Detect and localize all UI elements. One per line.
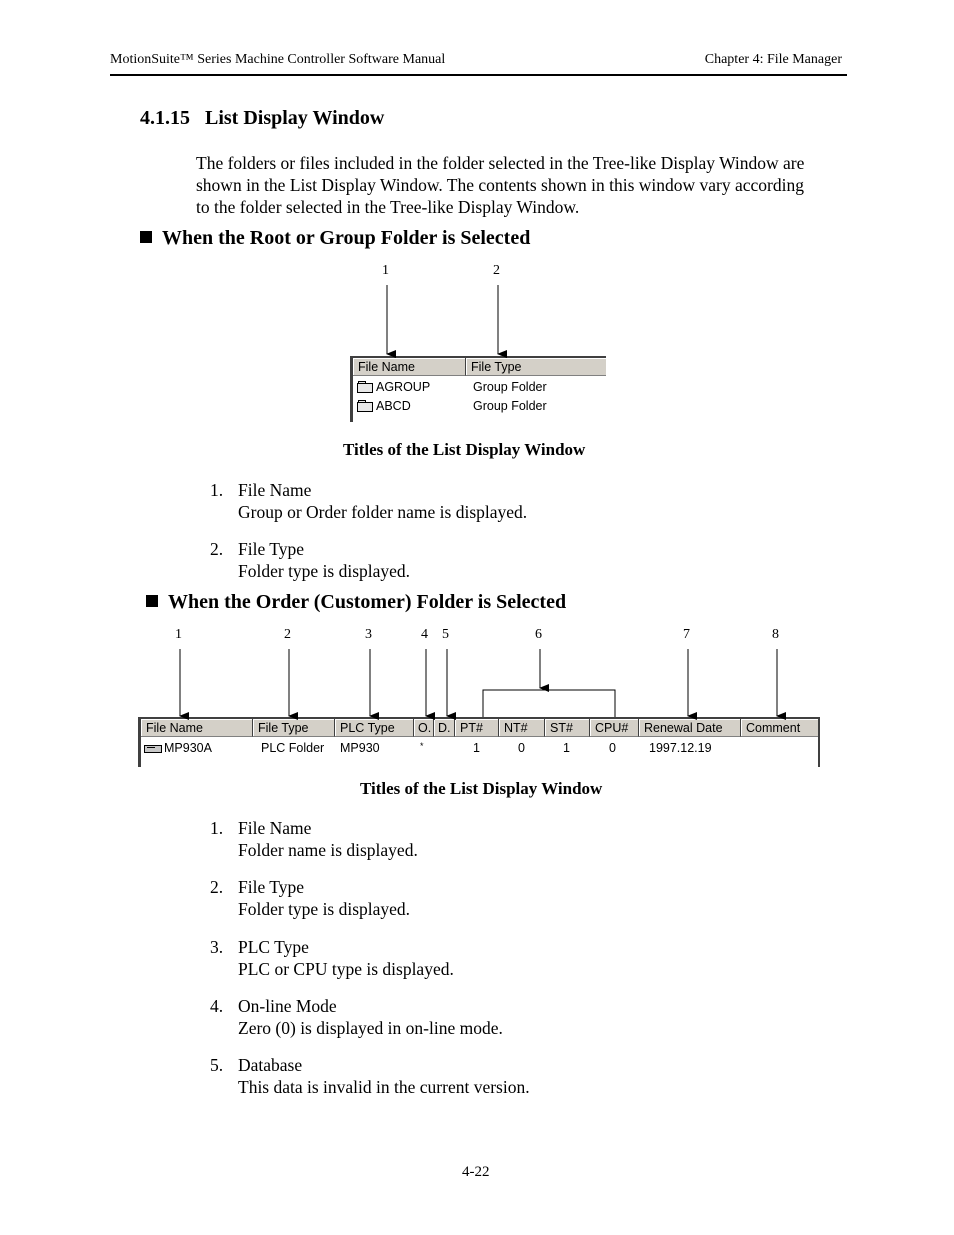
cell-st: 1: [563, 741, 570, 755]
callout-number: 1: [382, 263, 389, 278]
list-item-name: ABCD: [376, 399, 411, 413]
callout-bracket: [483, 690, 615, 717]
list-item-number: 3.: [210, 937, 224, 957]
page-number: 4-22: [462, 1164, 490, 1180]
column-header-file-name[interactable]: File Name: [141, 719, 253, 737]
figure-caption: Titles of the List Display Window: [360, 779, 603, 798]
column-header-database[interactable]: D.: [434, 719, 455, 737]
callout-number: 4: [421, 627, 428, 642]
cell-pt: 1: [473, 741, 480, 755]
callout-number: 5: [442, 627, 449, 642]
column-header-online[interactable]: O.: [414, 719, 434, 737]
list-item-description: This data is invalid in the current version.: [238, 1077, 530, 1097]
list-item-title: File Type: [238, 539, 305, 559]
section-title: List Display Window: [205, 107, 385, 129]
list-item-type: Group Folder: [473, 380, 547, 394]
list-item-description: Folder type is displayed.: [238, 561, 411, 581]
list-item-title: PLC Type: [238, 937, 309, 957]
list-item-title: File Type: [238, 877, 305, 897]
list-item-number: 1.: [210, 480, 224, 500]
column-header-cpu[interactable]: CPU#: [590, 719, 639, 737]
column-header-plc-type[interactable]: PLC Type: [335, 719, 414, 737]
section-number: 4.1.15: [140, 107, 190, 129]
intro-line: shown in the List Display Window. The contents shown in this window vary according: [196, 175, 804, 195]
intro-line: The folders or files included in the folder selected in the Tree-like Display Window are: [196, 153, 805, 173]
list-item-number: 4.: [210, 996, 224, 1016]
callout-number: 3: [365, 627, 372, 642]
cell-file-type: PLC Folder: [261, 741, 325, 755]
list-item-description: Folder name is displayed.: [238, 840, 418, 860]
list-item-description: Group or Order folder name is displayed.: [238, 502, 528, 522]
list-item-number: 2.: [210, 877, 224, 897]
list-item-type: Group Folder: [473, 399, 547, 413]
list-item-title: File Name: [238, 818, 312, 838]
cell-plc-type: MP930: [340, 741, 380, 755]
list-item-description: PLC or CPU type is displayed.: [238, 959, 454, 979]
list-item-number: 2.: [210, 539, 224, 559]
list-item-title: On-line Mode: [238, 996, 337, 1016]
running-header-chapter: Chapter 4: File Manager: [704, 52, 842, 67]
part1-heading-text: When the Root or Group Folder is Selected: [162, 227, 531, 249]
list-item-number: 5.: [210, 1055, 224, 1075]
running-header-title: MotionSuite™ Series Machine Controller Software Manual: [110, 52, 446, 67]
callout-number: 2: [493, 263, 500, 278]
list-item-name: AGROUP: [376, 380, 431, 394]
column-header-comment[interactable]: Comment: [741, 719, 818, 737]
intro-line: to the folder selected in the Tree-like Display Window.: [196, 197, 580, 217]
callout-number: 2: [284, 627, 291, 642]
column-header-nt[interactable]: NT#: [499, 719, 545, 737]
column-header-pt[interactable]: PT#: [455, 719, 499, 737]
column-header-file-name[interactable]: File Name: [353, 358, 466, 376]
list-item-description: Folder type is displayed.: [238, 899, 411, 919]
cell-online-mode: *: [420, 741, 424, 751]
column-header-renewal-date[interactable]: Renewal Date: [639, 719, 741, 737]
cell-nt: 0: [518, 741, 525, 755]
column-header-file-type[interactable]: File Type: [466, 358, 606, 376]
list-item-name: MP930A: [164, 741, 212, 755]
column-header-file-type[interactable]: File Type: [253, 719, 335, 737]
part2-heading-text: When the Order (Customer) Folder is Selected: [168, 591, 567, 613]
callout-number: 8: [772, 627, 779, 642]
list-item-number: 1.: [210, 818, 224, 838]
cell-cpu: 0: [609, 741, 616, 755]
callout-number: 7: [683, 627, 690, 642]
list-item-title: File Name: [238, 480, 312, 500]
list-item-description: Zero (0) is displayed in on-line mode.: [238, 1018, 503, 1038]
callout-number: 1: [175, 627, 182, 642]
callout-number: 6: [535, 627, 542, 642]
column-header-st[interactable]: ST#: [545, 719, 590, 737]
cell-renewal-date: 1997.12.19: [649, 741, 712, 755]
list-item-title: Database: [238, 1055, 303, 1075]
figure-caption: Titles of the List Display Window: [343, 440, 586, 459]
